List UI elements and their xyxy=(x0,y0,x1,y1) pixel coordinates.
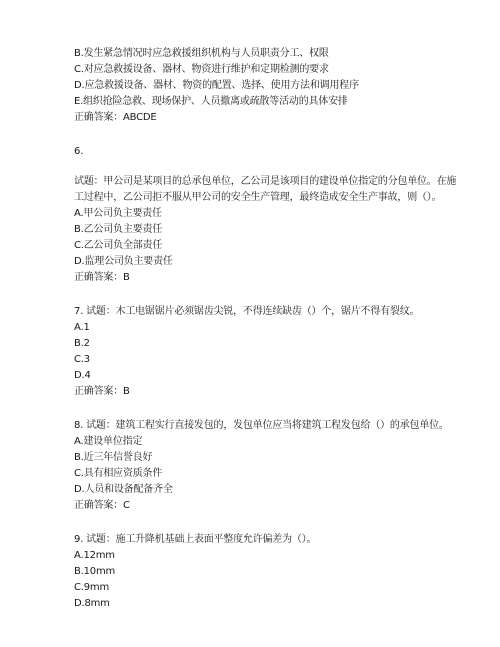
q8-option-c: C.具有相应资质条件 xyxy=(74,468,163,479)
question-7 xyxy=(74,304,474,400)
q8-option-a: A.建设单位指定 xyxy=(74,436,143,447)
q5-option-b: B.发生紧急情况时应急救援组织机构与人员职责分工、权限 xyxy=(74,48,329,59)
q9-stem: 9. 试题：施工升降机基础上表面平整度允许偏差为（）。 xyxy=(74,534,317,545)
q6-stem-line2: 工过程中，乙公司拒不服从甲公司的安全生产管理，最终造成安全生产事故，则（）。 xyxy=(74,192,442,203)
q9-option-a: A.12mm xyxy=(74,550,115,561)
q8-stem: 8. 试题：建筑工程实行直接发包的，发包单位应当将建筑工程发包给（）的承包单位。 xyxy=(74,420,449,431)
q7-option-c: C.3 xyxy=(74,354,90,365)
q5-answer: 正确答案：ABCDE xyxy=(74,112,157,123)
question-5-tail xyxy=(74,46,474,126)
q6-stem-line1: 试题：甲公司是某项目的总承包单位，乙公司是该项目的建设单位指定的分包单位。在施 xyxy=(74,176,457,187)
q6-option-b: B.乙公司负主要责任 xyxy=(74,224,163,235)
q6-option-a: A.甲公司负主要责任 xyxy=(74,208,162,219)
question-9 xyxy=(74,532,474,612)
q8-option-b: B.近三年信誉良好 xyxy=(74,452,153,463)
q7-stem: 7. 试题：木工电锯锯片必须锯齿尖锐，不得连续缺齿（）个，锯片不得有裂纹。 xyxy=(74,306,420,317)
q9-option-c: C.9mm xyxy=(74,582,110,593)
q8-answer: 正确答案：C xyxy=(74,500,130,511)
q6-option-d: D.监理公司负主要责任 xyxy=(74,256,173,267)
q8-option-d: D.人员和设备配备齐全 xyxy=(74,484,173,495)
q7-option-a: A.1 xyxy=(74,322,90,333)
q6-option-c: C.乙公司负全部责任 xyxy=(74,240,163,251)
question-8 xyxy=(74,418,474,514)
q6-answer: 正确答案：B xyxy=(74,272,130,283)
question-6 xyxy=(74,144,474,286)
q9-option-d: D.8mm xyxy=(74,598,110,609)
q7-option-b: B.2 xyxy=(74,338,90,349)
q5-option-d: D.应急救援设备、器材、物资的配置、选择、使用方法和调用程序 xyxy=(74,80,359,91)
q5-option-c: C.对应急救援设备、器材、物资进行维护和定期检测的要求 xyxy=(74,64,329,75)
q7-option-d: D.4 xyxy=(74,370,91,381)
document-page xyxy=(74,46,474,612)
q5-option-e: E.组织抢险急救、现场保护、人员撤离或疏散等活动的具体安排 xyxy=(74,96,348,107)
q9-option-b: B.10mm xyxy=(74,566,116,577)
q7-answer: 正确答案：B xyxy=(74,386,130,397)
q6-number: 6. xyxy=(74,146,84,157)
